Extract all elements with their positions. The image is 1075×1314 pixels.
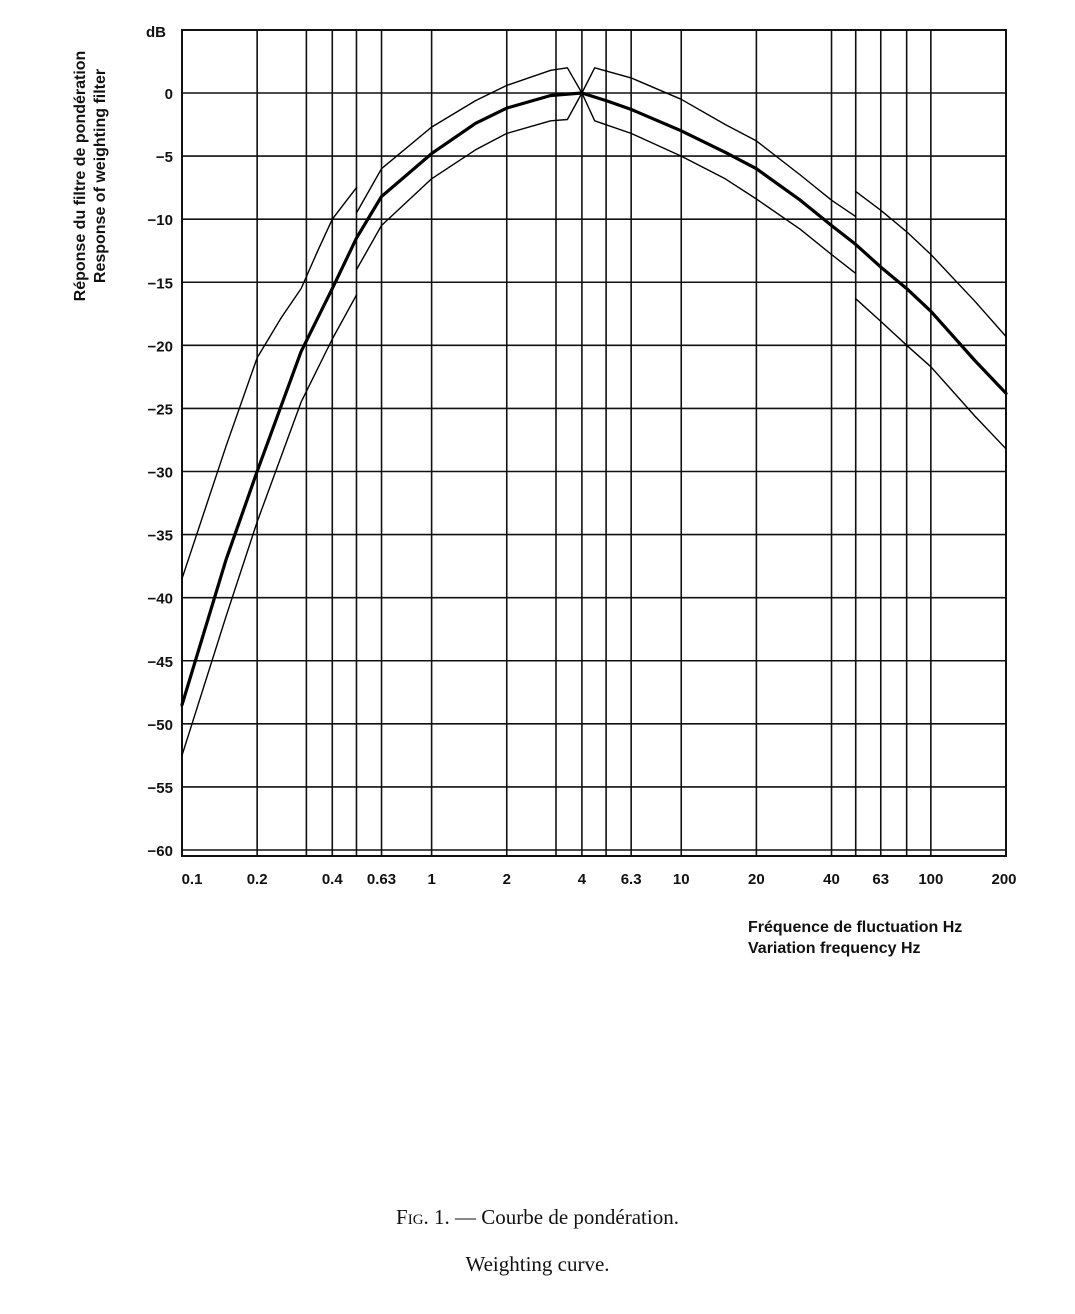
y-unit-label: dB	[146, 24, 166, 41]
y-tick-label: 0	[164, 86, 173, 103]
y-tick-label: −60	[147, 843, 173, 860]
caption-title-fr: Courbe de pondération.	[481, 1205, 679, 1229]
curve-upper-tolerance	[182, 188, 357, 579]
y-axis-title-fr: Réponse du filtre de pondération	[72, 50, 89, 302]
y-tick-label: −35	[147, 527, 173, 545]
x-tick-label: 40	[823, 871, 840, 888]
x-axis-title-fr: Fréquence de fluctuation Hz	[748, 919, 963, 936]
x-axis-title-en: Variation frequency Hz	[748, 940, 921, 957]
x-tick-label: 20	[748, 871, 765, 888]
y-tick-label: −15	[147, 275, 173, 293]
figure-number: Fig. 1.	[396, 1205, 450, 1229]
curve-upper-tolerance	[582, 68, 856, 217]
y-tick-label: −10	[147, 212, 173, 230]
x-tick-label: 200	[991, 871, 1017, 888]
y-tick-label: −30	[147, 464, 173, 482]
y-tick-label: −5	[155, 149, 173, 167]
figure-caption-en: Weighting curve.	[465, 1252, 610, 1276]
y-tick-labels	[148, 86, 173, 860]
x-tick-labels	[182, 871, 1017, 888]
y-axis-title-en: Response of weighting filter	[92, 68, 109, 284]
y-tick-label: −50	[147, 716, 173, 734]
y-tick-label: −20	[147, 338, 173, 356]
curve-upper-tolerance	[357, 68, 582, 213]
x-tick-label: 4	[577, 871, 587, 888]
x-tick-label: 6.3	[620, 871, 642, 888]
x-tick-label: 0.2	[246, 871, 268, 888]
curve-lower-tolerance	[357, 93, 582, 270]
x-tick-label: 100	[918, 871, 944, 888]
x-tick-label: 0.4	[321, 871, 343, 888]
y-tick-label: −55	[147, 779, 173, 797]
grid	[182, 30, 1006, 856]
y-tick-label: −45	[147, 653, 173, 671]
y-tick-label: −40	[147, 590, 173, 608]
figure-caption-fr	[0, 1205, 1075, 1230]
curve-lower-tolerance	[182, 295, 357, 756]
y-axis-title	[72, 51, 109, 302]
x-tick-label: 0.1	[181, 871, 203, 888]
caption-dash: —	[455, 1205, 477, 1229]
x-tick-label: 1	[427, 871, 436, 888]
y-tick-label: −25	[147, 401, 173, 419]
x-tick-label: 0.63	[366, 871, 397, 888]
x-tick-label: 10	[672, 871, 690, 888]
x-tick-label: 2	[502, 871, 511, 888]
x-tick-label: 63	[872, 871, 890, 888]
